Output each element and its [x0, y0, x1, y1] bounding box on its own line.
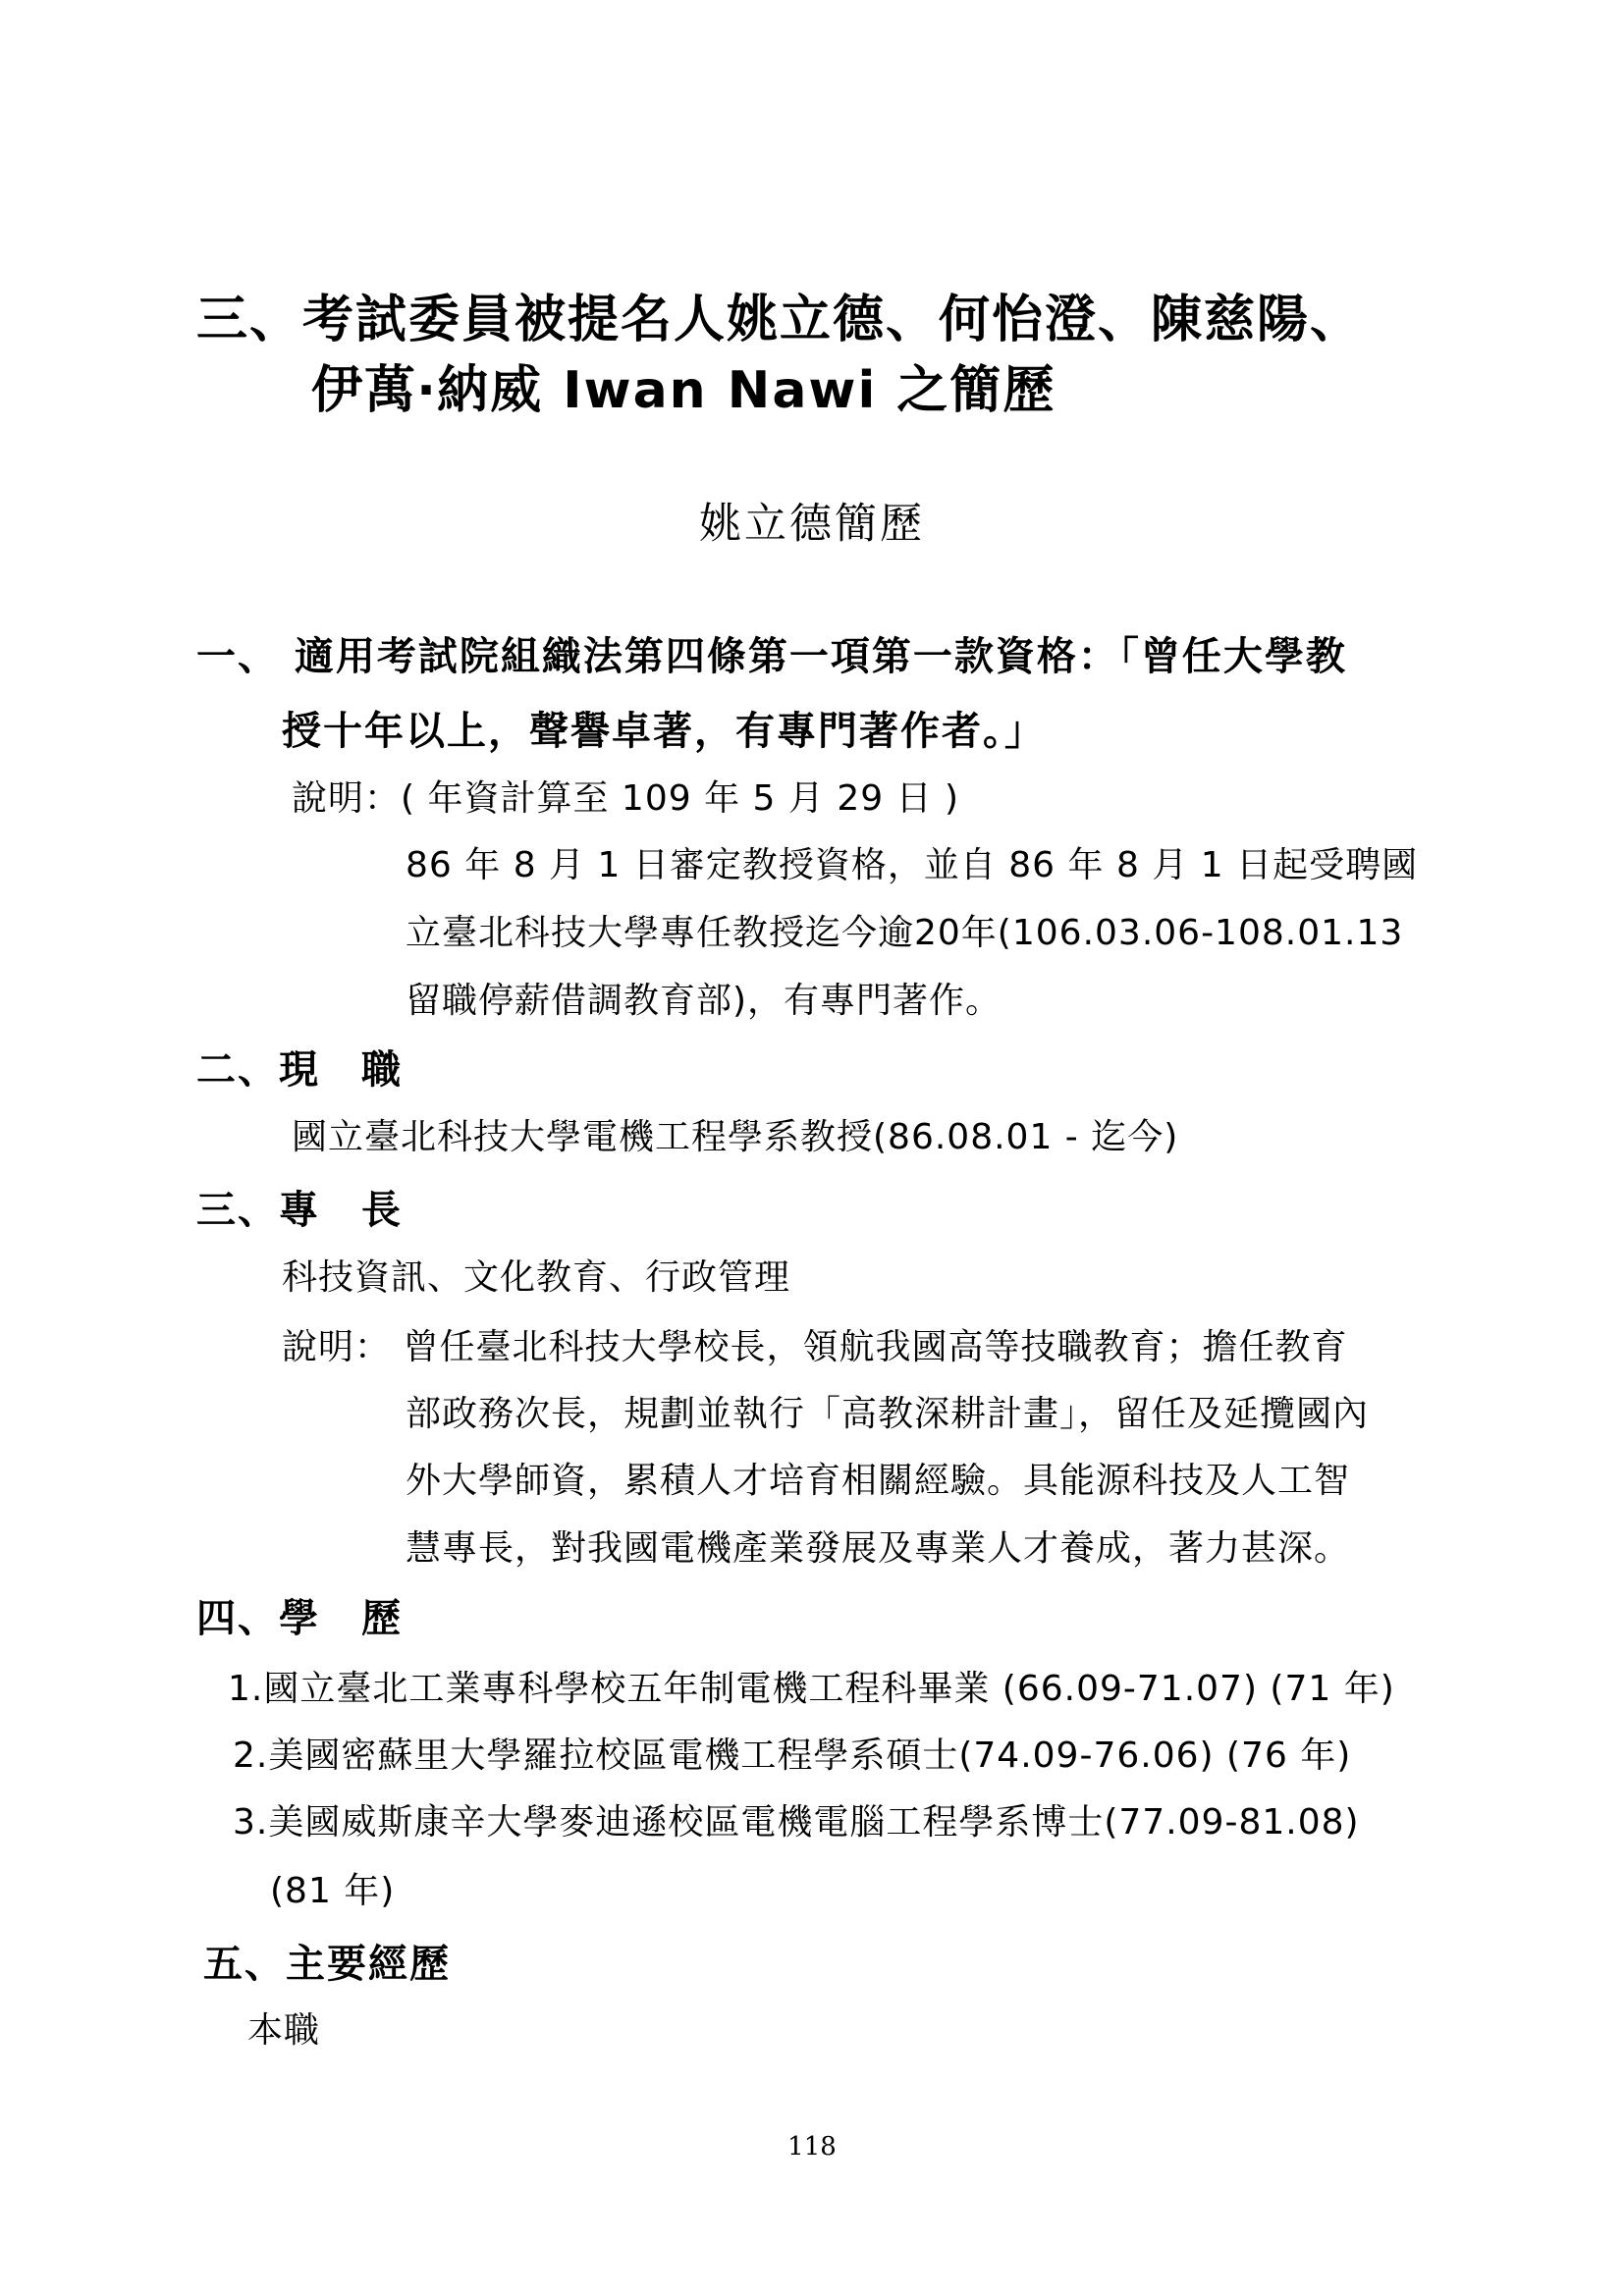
education-item-3-line-2: (81 年): [270, 1871, 396, 1911]
education-item-3-line-1: 3.美國威斯康辛大學麥迪遜校區電機電腦工程學系博士(77.09-81.08): [233, 1802, 1360, 1842]
section3-note-line-1: 說明： 曾任臺北科技大學校長，領航我國高等技職教育；擔任教育: [282, 1327, 1348, 1367]
section3-heading: 三、專 長: [196, 1188, 403, 1233]
document-title-line-1: 三、考試委員被提名人姚立德、何怡澄、陳慈陽、: [196, 291, 1364, 349]
section1-heading-line-2: 授十年以上，聲譽卓著，有專門著作者。」: [282, 709, 1046, 754]
section3-note-line-2: 部政務次長，規劃並執行「高教深耕計畫」，留任及延攬國內: [406, 1394, 1370, 1434]
section2-heading: 二、現 職: [196, 1047, 403, 1093]
section1-paragraph-line-2: 立臺北科技大學專任教授迄今逾20年(106.03.06-108.01.13: [406, 913, 1404, 953]
section3-note-line-3: 外大學師資，累積人才培育相關經驗。具能源科技及人工智: [406, 1461, 1351, 1501]
section5-heading: 五、主要經歷: [203, 1942, 451, 1987]
section1-paragraph-line-1: 86 年 8 月 1 日審定教授資格，並自 86 年 8 月 1 日起受聘國: [406, 845, 1419, 885]
education-item-1: 1.國立臺北工業專科學校五年制電機工程科畢業 (66.09-71.07) (71 年): [228, 1669, 1395, 1709]
section3-text: 科技資訊、文化教育、行政管理: [282, 1257, 791, 1298]
section3-note-line-4: 慧專長，對我國電機產業發展及專業人才養成，著力甚深。: [406, 1528, 1351, 1569]
section5-text: 本職: [247, 2010, 321, 2051]
section4-heading: 四、學 歷: [196, 1596, 403, 1641]
section1-note: 說明：( 年資計算至 109 年 5 月 29 日 ): [292, 778, 960, 819]
section2-text: 國立臺北科技大學電機工程學系教授(86.08.01 - 迄今): [292, 1117, 1179, 1157]
page-number: 118: [787, 2132, 837, 2162]
document-title-line-2: 伊萬‧納威 Iwan Nawi 之簡歷: [311, 361, 1056, 420]
section1-heading-line-1: 一、 適用考試院組織法第四條第一項第一款資格：「曾任大學教: [196, 634, 1347, 679]
resume-subtitle: 姚立德簡歷: [699, 500, 925, 549]
section1-paragraph-line-3: 留職停薪借調教育部)，有專門著作。: [406, 981, 1002, 1021]
education-item-2: 2.美國密蘇里大學羅拉校區電機工程學系碩士(74.09-76.06) (76 年): [233, 1735, 1352, 1776]
